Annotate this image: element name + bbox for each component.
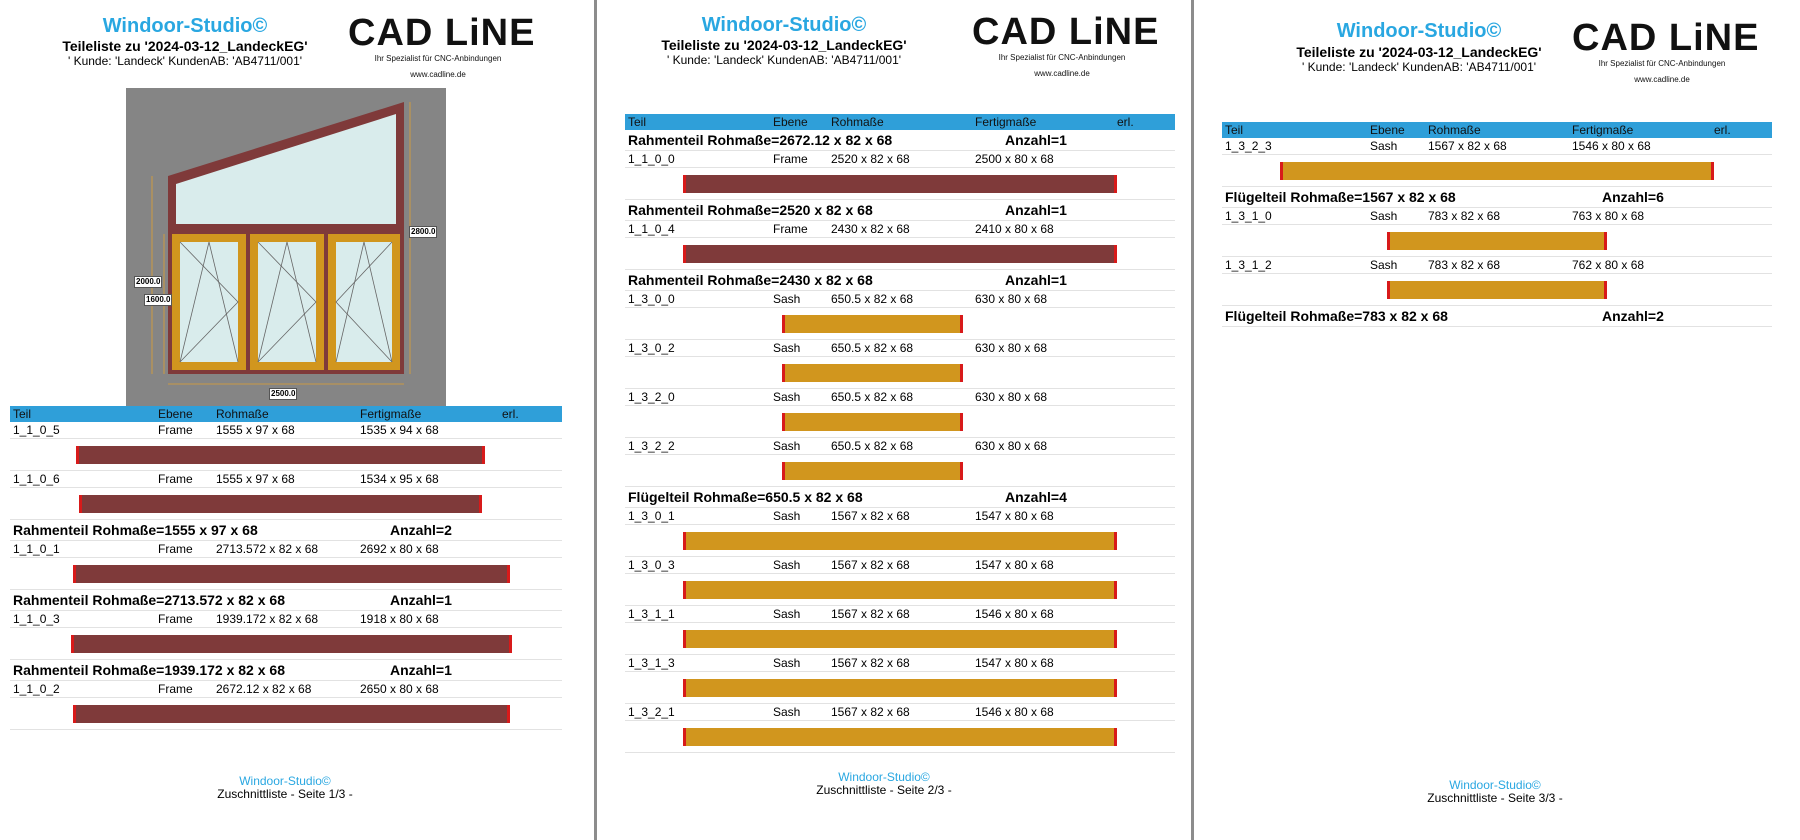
part-finished-size: 1918 x 80 x 68 <box>360 612 439 626</box>
part-finished-size: 630 x 80 x 68 <box>975 390 1048 404</box>
logo-wordmark: CAD LiNE <box>348 12 536 54</box>
cut-bar <box>76 446 484 464</box>
part-raw-size: 650.5 x 82 x 68 <box>831 341 914 355</box>
parts-table-1 <box>10 406 562 730</box>
part-finished-size: 1546 x 80 x 68 <box>975 607 1054 621</box>
part-finished-size: 630 x 80 x 68 <box>975 292 1048 306</box>
customer-line: ' Kunde: 'Landeck' KundenAB: 'AB4711/001' <box>67 54 303 68</box>
summary-count: Anzahl=1 <box>390 592 452 608</box>
part-raw-size: 1555 x 97 x 68 <box>216 472 295 486</box>
company-logo <box>348 12 536 80</box>
summary-count: Anzahl=1 <box>1005 202 1067 218</box>
summary-label: Flügelteil Rohmaße=650.5 x 82 x 68 <box>628 489 863 505</box>
part-raw-size: 1567 x 82 x 68 <box>831 558 910 572</box>
part-id: 1_3_0_1 <box>628 509 675 523</box>
company-logo <box>1572 17 1760 85</box>
summary-label: Flügelteil Rohmaße=783 x 82 x 68 <box>1225 308 1448 324</box>
part-raw-size: 1567 x 82 x 68 <box>831 607 910 621</box>
part-raw-size: 2430 x 82 x 68 <box>831 222 910 236</box>
part-id: 1_3_1_0 <box>1225 209 1272 223</box>
page-2 <box>597 0 1191 840</box>
cut-bar-row <box>625 406 1175 438</box>
footer-page: Zuschnittliste - Seite 3/3 - <box>1427 791 1563 805</box>
table-header <box>10 406 562 422</box>
part-id: 1_3_0_3 <box>628 558 675 572</box>
part-finished-size: 1546 x 80 x 68 <box>1572 139 1651 153</box>
cut-bar <box>782 364 964 382</box>
cut-bar-row <box>1222 155 1772 187</box>
footer-app: Windoor-Studio© <box>838 770 930 784</box>
part-finished-size: 630 x 80 x 68 <box>975 341 1048 355</box>
part-level: Sash <box>773 292 801 306</box>
cut-bar-row <box>625 672 1175 704</box>
part-id: 1_3_2_2 <box>628 439 675 453</box>
table-row[interactable] <box>10 471 562 488</box>
dim-height-left-inner: 1600.0 <box>146 295 171 304</box>
cut-bar-row <box>625 623 1175 655</box>
header-part: Teil <box>1225 123 1244 137</box>
page-3 <box>1194 0 1800 840</box>
parts-table-2 <box>625 114 1175 753</box>
cut-bar <box>683 679 1118 697</box>
list-title: Teileliste zu '2024-03-12_LandeckEG' <box>1296 44 1542 60</box>
cut-bar <box>1387 232 1607 250</box>
header-level: Ebene <box>158 407 193 421</box>
cut-bar-row <box>625 308 1175 340</box>
header-done: erl. <box>1714 123 1731 137</box>
part-raw-size: 650.5 x 82 x 68 <box>831 292 914 306</box>
app-title: Windoor-Studio© <box>1336 20 1502 42</box>
header-finished: Fertigmaße <box>975 115 1037 129</box>
logo-tagline: Ihr Spezialist für CNC-Anbindungen <box>374 54 502 63</box>
cut-bar <box>1387 281 1607 299</box>
cut-bar-row <box>625 525 1175 557</box>
cut-bar-row <box>625 357 1175 389</box>
summary-count: Anzahl=2 <box>1602 308 1664 324</box>
part-finished-size: 2410 x 80 x 68 <box>975 222 1054 236</box>
table-row[interactable] <box>625 557 1175 574</box>
part-raw-size: 783 x 82 x 68 <box>1428 209 1501 223</box>
header-done: erl. <box>1117 115 1134 129</box>
part-level: Sash <box>773 341 801 355</box>
customer-line: ' Kunde: 'Landeck' KundenAB: 'AB4711/001' <box>1301 60 1537 74</box>
header-raw: Rohmaße <box>216 407 269 421</box>
part-id: 1_3_1_1 <box>628 607 675 621</box>
summary-row <box>625 130 1175 151</box>
summary-label: Rahmenteil Rohmaße=2713.572 x 82 x 68 <box>13 592 285 608</box>
part-finished-size: 1547 x 80 x 68 <box>975 509 1054 523</box>
summary-label: Flügelteil Rohmaße=1567 x 82 x 68 <box>1225 189 1456 205</box>
cut-bar <box>73 705 509 723</box>
part-finished-size: 1547 x 80 x 68 <box>975 656 1054 670</box>
header-raw: Rohmaße <box>831 115 884 129</box>
window-drawing <box>126 88 446 406</box>
logo-url: www.cadline.de <box>1634 75 1690 84</box>
part-level: Frame <box>158 612 193 626</box>
footer-page: Zuschnittliste - Seite 2/3 - <box>816 783 952 797</box>
header-part: Teil <box>628 115 647 129</box>
list-title: Teileliste zu '2024-03-12_LandeckEG' <box>661 37 907 53</box>
app-title: Windoor-Studio© <box>102 15 268 37</box>
table-row[interactable] <box>625 606 1175 623</box>
cut-bar-row <box>625 168 1175 200</box>
logo-url: www.cadline.de <box>410 70 466 79</box>
table-row[interactable] <box>10 541 562 558</box>
part-id: 1_1_0_3 <box>13 612 60 626</box>
header-finished: Fertigmaße <box>1572 123 1634 137</box>
part-level: Frame <box>158 682 193 696</box>
cut-bar-row <box>10 439 562 471</box>
part-finished-size: 762 x 80 x 68 <box>1572 258 1645 272</box>
cut-bar-row <box>625 455 1175 487</box>
logo-tagline: Ihr Spezialist für CNC-Anbindungen <box>998 53 1126 62</box>
summary-count: Anzahl=1 <box>1005 272 1067 288</box>
cut-bar <box>1280 162 1715 180</box>
table-row[interactable] <box>625 221 1175 238</box>
part-finished-size: 1547 x 80 x 68 <box>975 558 1054 572</box>
table-row[interactable] <box>1222 257 1772 274</box>
part-raw-size: 2520 x 82 x 68 <box>831 152 910 166</box>
dim-height-left-outer: 2000.0 <box>136 277 161 286</box>
part-level: Frame <box>158 542 193 556</box>
part-id: 1_1_0_6 <box>13 472 60 486</box>
part-level: Frame <box>773 152 808 166</box>
summary-count: Anzahl=4 <box>1005 489 1067 505</box>
part-level: Sash <box>773 558 801 572</box>
logo-url: www.cadline.de <box>1034 69 1090 78</box>
summary-count: Anzahl=2 <box>390 522 452 538</box>
part-raw-size: 1567 x 82 x 68 <box>831 509 910 523</box>
part-id: 1_3_1_3 <box>628 656 675 670</box>
part-raw-size: 650.5 x 82 x 68 <box>831 390 914 404</box>
cut-bar <box>782 413 964 431</box>
dim-width-bottom: 2500.0 <box>271 389 296 398</box>
cut-bar <box>683 175 1118 193</box>
table-row[interactable] <box>625 389 1175 406</box>
cut-bar <box>683 630 1118 648</box>
part-raw-size: 1939.172 x 82 x 68 <box>216 612 319 626</box>
cut-bar <box>73 565 509 583</box>
part-level: Frame <box>773 222 808 236</box>
summary-count: Anzahl=1 <box>1005 132 1067 148</box>
summary-row <box>625 487 1175 508</box>
footer-app: Windoor-Studio© <box>239 774 331 788</box>
part-raw-size: 1567 x 82 x 68 <box>1428 139 1507 153</box>
cut-bar <box>79 495 482 513</box>
cut-bar-row <box>10 698 562 730</box>
cut-bar-row <box>10 628 562 660</box>
summary-count: Anzahl=6 <box>1602 189 1664 205</box>
table-row[interactable] <box>625 438 1175 455</box>
part-id: 1_3_2_0 <box>628 390 675 404</box>
summary-row <box>10 590 562 611</box>
part-id: 1_1_0_4 <box>628 222 675 236</box>
summary-label: Rahmenteil Rohmaße=2430 x 82 x 68 <box>628 272 873 288</box>
company-logo <box>972 11 1160 79</box>
part-finished-size: 1535 x 94 x 68 <box>360 423 439 437</box>
table-row[interactable] <box>1222 138 1772 155</box>
part-id: 1_1_0_2 <box>13 682 60 696</box>
summary-row <box>1222 187 1772 208</box>
part-level: Sash <box>773 439 801 453</box>
parts-table-3 <box>1222 122 1772 327</box>
table-row[interactable] <box>625 508 1175 525</box>
part-level: Sash <box>773 390 801 404</box>
part-level: Sash <box>773 607 801 621</box>
cut-bar <box>782 315 964 333</box>
table-row[interactable] <box>1222 208 1772 225</box>
part-finished-size: 1546 x 80 x 68 <box>975 705 1054 719</box>
footer-page: Zuschnittliste - Seite 1/3 - <box>217 787 353 801</box>
part-level: Sash <box>1370 258 1398 272</box>
cut-bar-row <box>625 238 1175 270</box>
window-drawing-svg <box>126 88 446 406</box>
part-id: 1_1_0_5 <box>13 423 60 437</box>
cut-bar-row <box>10 488 562 520</box>
cut-bar-row <box>625 574 1175 606</box>
part-id: 1_3_2_1 <box>628 705 675 719</box>
part-id: 1_1_0_1 <box>13 542 60 556</box>
summary-row <box>625 200 1175 221</box>
table-row[interactable] <box>625 291 1175 308</box>
part-level: Frame <box>158 472 193 486</box>
logo-wordmark: CAD LiNE <box>1572 17 1760 59</box>
cut-bar <box>683 532 1118 550</box>
cut-bar <box>683 581 1118 599</box>
cut-bar-row <box>1222 274 1772 306</box>
dim-height-right: 2800.0 <box>411 227 436 236</box>
part-finished-size: 763 x 80 x 68 <box>1572 209 1645 223</box>
table-row[interactable] <box>625 340 1175 357</box>
logo-tagline: Ihr Spezialist für CNC-Anbindungen <box>1598 59 1726 68</box>
table-row[interactable] <box>625 655 1175 672</box>
part-finished-size: 2692 x 80 x 68 <box>360 542 439 556</box>
page-1 <box>0 0 594 840</box>
part-level: Sash <box>1370 139 1398 153</box>
table-row[interactable] <box>625 704 1175 721</box>
part-raw-size: 1567 x 82 x 68 <box>831 656 910 670</box>
list-title: Teileliste zu '2024-03-12_LandeckEG' <box>62 38 308 54</box>
summary-label: Rahmenteil Rohmaße=2672.12 x 82 x 68 <box>628 132 893 148</box>
header-level: Ebene <box>1370 123 1405 137</box>
part-raw-size: 783 x 82 x 68 <box>1428 258 1501 272</box>
part-level: Frame <box>158 423 193 437</box>
summary-row <box>1222 306 1772 327</box>
table-header <box>1222 122 1772 138</box>
part-raw-size: 650.5 x 82 x 68 <box>831 439 914 453</box>
summary-row <box>625 270 1175 291</box>
part-raw-size: 2672.12 x 82 x 68 <box>216 682 312 696</box>
header-part: Teil <box>13 407 32 421</box>
summary-row <box>10 660 562 681</box>
part-level: Sash <box>773 509 801 523</box>
header-finished: Fertigmaße <box>360 407 422 421</box>
summary-label: Rahmenteil Rohmaße=1939.172 x 82 x 68 <box>13 662 285 678</box>
header-level: Ebene <box>773 115 808 129</box>
table-row[interactable] <box>10 681 562 698</box>
cut-bar <box>683 245 1118 263</box>
part-finished-size: 630 x 80 x 68 <box>975 439 1048 453</box>
header-raw: Rohmaße <box>1428 123 1481 137</box>
logo-wordmark: CAD LiNE <box>972 11 1160 53</box>
part-level: Sash <box>773 656 801 670</box>
table-row[interactable] <box>10 611 562 628</box>
cut-bar <box>683 728 1118 746</box>
summary-label: Rahmenteil Rohmaße=2520 x 82 x 68 <box>628 202 873 218</box>
part-level: Sash <box>773 705 801 719</box>
summary-label: Rahmenteil Rohmaße=1555 x 97 x 68 <box>13 522 258 538</box>
summary-row <box>10 520 562 541</box>
part-finished-size: 2650 x 80 x 68 <box>360 682 439 696</box>
table-row[interactable] <box>625 151 1175 168</box>
part-raw-size: 2713.572 x 82 x 68 <box>216 542 319 556</box>
summary-count: Anzahl=1 <box>390 662 452 678</box>
part-finished-size: 2500 x 80 x 68 <box>975 152 1054 166</box>
cut-bar <box>71 635 513 653</box>
part-id: 1_3_2_3 <box>1225 139 1272 153</box>
part-raw-size: 1567 x 82 x 68 <box>831 705 910 719</box>
app-title: Windoor-Studio© <box>701 14 867 36</box>
table-header <box>625 114 1175 130</box>
cut-bar-row <box>1222 225 1772 257</box>
part-finished-size: 1534 x 95 x 68 <box>360 472 439 486</box>
cut-bar-row <box>625 721 1175 753</box>
part-id: 1_3_0_0 <box>628 292 675 306</box>
customer-line: ' Kunde: 'Landeck' KundenAB: 'AB4711/001' <box>666 53 902 67</box>
part-id: 1_3_1_2 <box>1225 258 1272 272</box>
footer-app: Windoor-Studio© <box>1449 778 1541 792</box>
header-done: erl. <box>502 407 519 421</box>
part-id: 1_1_0_0 <box>628 152 675 166</box>
part-id: 1_3_0_2 <box>628 341 675 355</box>
cut-bar-row <box>10 558 562 590</box>
cut-bar <box>782 462 964 480</box>
table-row[interactable] <box>10 422 562 439</box>
part-level: Sash <box>1370 209 1398 223</box>
part-raw-size: 1555 x 97 x 68 <box>216 423 295 437</box>
